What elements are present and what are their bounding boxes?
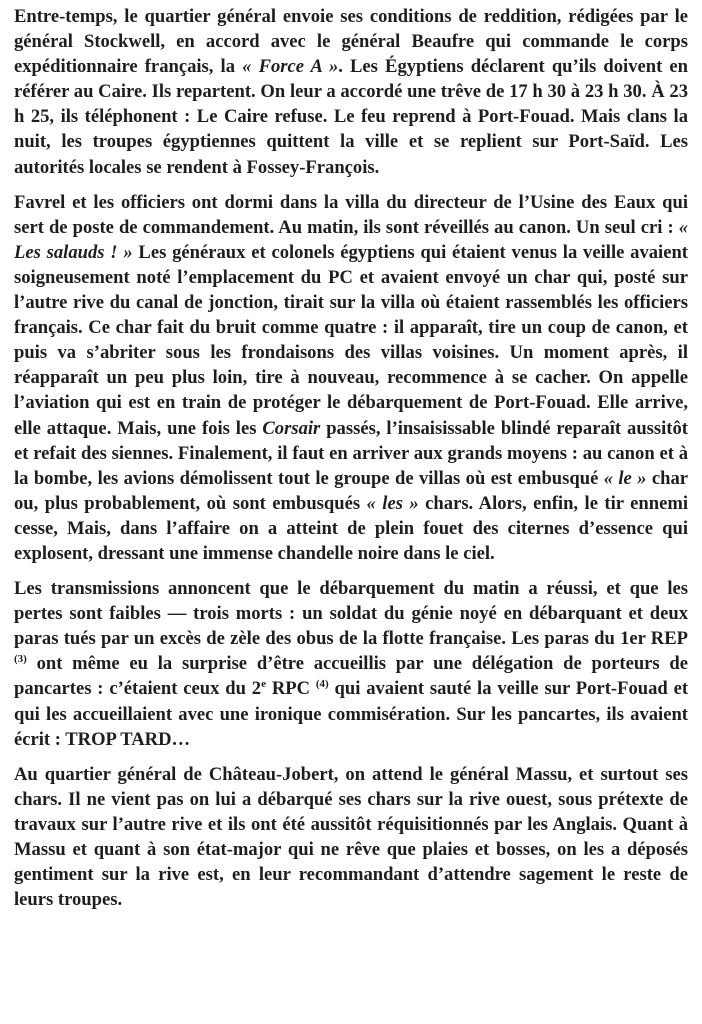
paragraph-3 [14,576,688,752]
footnote-marker: (3) [14,653,27,666]
text-segment: Entre-temps, le quartier général envoie ses conditions de reddition, rédigées par le général Stockwell, en accord avec le général Beaufre qui commande le corps expéditionnaire français, la [14,6,688,78]
italic-text: « Force A » [242,56,339,78]
italic-text: « Les salauds ! » [14,216,688,263]
text-segment: passés, l’insaisissable blindé reparaît aussitôt et refait des siennes. Finalement, il faut en arriver aux grands moyens : au canon et à la bombe, les avions démolissent tout le groupe de villas où est embusqué [14,417,688,489]
text-segment: char ou, plus probablement, où sont embusqués [14,467,688,514]
text-segment: ont même eu la surprise d’être accueillis par une délégation de porteurs de pancartes : c’étaient ceux du 2 [14,653,688,700]
paragraph-4 [14,762,688,913]
text-segment: qui avaient sauté la veille sur Port-Fouad et qui les accueillaient avec une ironique commisération. Sur les pancartes, ils avaient écrit : TROP TARD… [14,678,689,750]
footnote-marker: (4) [315,678,329,691]
text-segment: . Les Égyptiens déclarent qu’ils doivent en référer au Caire. Ils repartent. On leur a accordé une trêve de 17 h 30 à 23 h 30. À 23 h 25, ils téléphonent : Le Caire refuse. Le feu reprend à Port-Fouad. Mais clans la nuit, les troupes égyptiennes quittent la ville et se replient sur Port-Saïd. Les autorités locales se rendent à Fossey-François. [14,56,688,178]
italic-text: « les » [366,492,419,514]
paragraph-2 [14,190,688,566]
text-segment: Les transmissions annoncent que le débarquement du matin a réussi, et que les pertes sont faibles — trois morts : un soldat du génie noyé en débarquant et deux paras tués par un excès de zèle des obus de la flotte française. Les paras du 1er REP [14,578,688,650]
italic-text: « le » [603,467,647,489]
text-segment: RPC [265,678,316,700]
italic-text: Corsair [262,417,321,439]
text-segment: Les généraux et colonels égyptiens qui étaient venus la veille avaient soigneusement noté l’emplacement du PC et avaient envoyé un char qui, posté sur l’autre rive du canal de jonction, tirait sur la villa où étaient rassemblés les officiers français. Ce char fait du bruit comme quatre : il apparaît, tire un coup de canon, et puis va s’abriter sous les frondaisons des villas voisines. Un moment après, il réapparaît un peu plus loin, tire à nouveau, recommence à se cacher. On appelle l’aviation qui est en train de protéger le débarquement de Port-Fouad. Elle arrive, elle attaque. Mais, une fois les [14,241,688,439]
paragraph-1 [14,4,688,180]
text-segment: chars. Alors, enfin, le tir ennemi cesse, Mais, dans l’affaire on a atteint de plein fouet des citernes d’essence qui explosent, dressant une immense chandelle noire dans le ciel. [14,492,688,564]
footnote-marker: e [261,678,266,691]
text-segment: Favrel et les officiers ont dormi dans la villa du directeur de l’Usine des Eaux qui sert de poste de commandement. Au matin, ils sont réveillés au canon. Un seul cri : [14,191,688,238]
text-segment: Au quartier général de Château-Jobert, on attend le général Massu, et surtout ses chars. Il ne vient pas on lui a débarqué ses chars sur la rive ouest, sous prétexte de travaux sur l’autre rive et ils ont été aussitôt réquisitionnés par les Anglais. Quant à Massu et quant à son état-major qui ne rêve que plaies et bosses, on les a déposés gentiment sur la rive est, en leur recommandant d’attendre sagement le reste de leurs troupes. [14,763,688,911]
